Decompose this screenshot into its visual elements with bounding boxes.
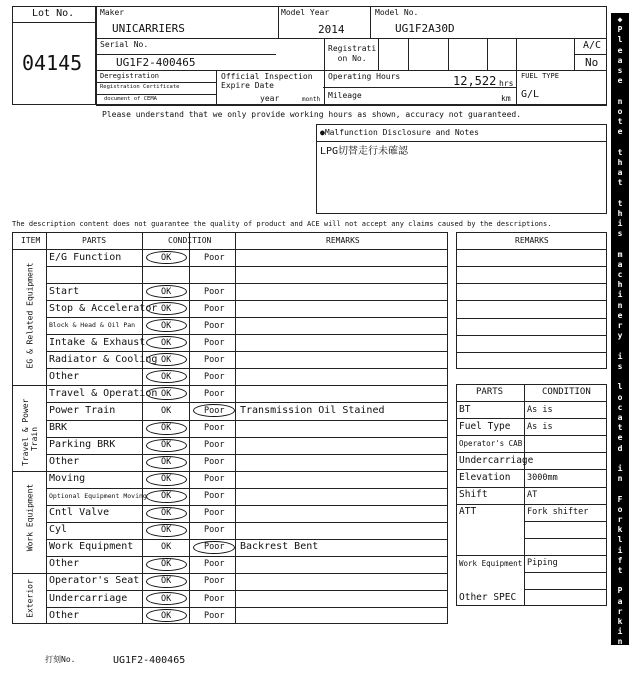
- spec-part: Operator's CAB: [459, 439, 523, 449]
- group-eg: EG & Related Equipment: [25, 262, 35, 369]
- poor-option[interactable]: Poor: [204, 508, 225, 519]
- ok-option[interactable]: OK: [161, 405, 172, 416]
- poor-option[interactable]: Poor: [204, 354, 225, 365]
- ok-option[interactable]: OK: [161, 440, 172, 451]
- group-travel: Travel & Power Train: [21, 398, 39, 466]
- ok-option[interactable]: OK: [161, 388, 172, 399]
- spec-condition: AT: [527, 490, 538, 500]
- header-remarks: REMARKS: [326, 236, 360, 245]
- part-label: BRK: [49, 422, 68, 433]
- ok-option[interactable]: OK: [161, 491, 172, 502]
- ok-option[interactable]: OK: [161, 593, 172, 604]
- selected-mark: [146, 609, 187, 622]
- hours-label: Operating Hours: [328, 72, 401, 81]
- part-label: Optional Equipment Moving: [49, 491, 147, 500]
- ok-option[interactable]: OK: [161, 610, 172, 621]
- maker-label: Maker: [100, 8, 125, 17]
- ok-option[interactable]: OK: [161, 354, 172, 365]
- part-label: Block & Head & Oil Pan: [49, 321, 136, 330]
- selected-mark: [146, 592, 187, 605]
- part-label: E/G Function: [49, 251, 122, 263]
- ok-option[interactable]: OK: [161, 576, 172, 587]
- poor-option[interactable]: Poor: [204, 252, 225, 263]
- header-parts: PARTS: [82, 236, 107, 245]
- ok-option[interactable]: OK: [161, 474, 172, 485]
- sidebar-text: ◆ P l e a s e n o t e t h a t t h i s m a c h i n e r y i s l o c a t e d i n F o r k l i f t P a r k i n g ◆: [617, 15, 623, 667]
- inspection-year: year: [260, 94, 280, 103]
- poor-option[interactable]: Poor: [204, 593, 225, 604]
- group-work: Work Equipment: [25, 483, 35, 552]
- mileage-label: Mileage: [328, 91, 362, 100]
- part-label: Cntl Valve: [49, 507, 110, 519]
- ok-option[interactable]: OK: [161, 303, 172, 314]
- spec-part: Shift: [459, 489, 488, 500]
- spec-part: Other SPEC: [459, 591, 517, 603]
- ok-option[interactable]: OK: [161, 252, 172, 263]
- ac-value: No: [585, 56, 599, 69]
- selected-mark: [146, 490, 187, 503]
- ok-option[interactable]: OK: [161, 286, 172, 297]
- part-label: Intake & Exhaust: [49, 336, 146, 348]
- model-year-value: 2014: [318, 23, 345, 36]
- part-label: Other: [49, 456, 80, 468]
- spec-condition: 3000mm: [527, 472, 558, 483]
- poor-option[interactable]: Poor: [204, 610, 225, 621]
- model-no-label: Model No.: [375, 8, 419, 17]
- part-label: Travel & Operation: [49, 387, 158, 399]
- stamp-value: UG1F2-400465: [113, 655, 186, 666]
- header-condition: CONDITION: [168, 236, 212, 245]
- poor-option[interactable]: Poor: [204, 405, 225, 416]
- part-label: Moving: [49, 473, 86, 485]
- part-label: Other: [49, 370, 80, 382]
- right-remarks-header: REMARKS: [515, 236, 549, 245]
- spec-part: Elevation: [459, 471, 511, 483]
- hours-value: 12,522: [453, 74, 497, 88]
- registration-label: Registrati on No.: [328, 44, 377, 63]
- poor-option[interactable]: Poor: [204, 457, 225, 468]
- ok-option[interactable]: OK: [161, 371, 172, 382]
- malfunction-box: [316, 124, 607, 214]
- poor-option[interactable]: Poor: [204, 542, 225, 553]
- header-item: ITEM: [21, 236, 41, 245]
- poor-option[interactable]: Poor: [204, 320, 225, 331]
- poor-option[interactable]: Poor: [204, 525, 225, 536]
- part-label: Stop & Accelerator: [49, 302, 158, 314]
- poor-option[interactable]: Poor: [204, 423, 225, 433]
- dereg-sub2: document of CEMA: [104, 96, 157, 102]
- selected-mark: [146, 456, 187, 469]
- part-label: Parking BRK: [49, 439, 116, 451]
- lot-number: 04145: [22, 51, 83, 75]
- spec-condition: As is: [527, 404, 553, 415]
- model-no-value: UG1F2A30D: [395, 22, 455, 35]
- maker-value: UNICARRIERS: [112, 22, 185, 35]
- selected-mark: [146, 422, 187, 435]
- selected-mark: [146, 524, 187, 537]
- poor-option[interactable]: Poor: [204, 491, 225, 502]
- part-label: Power Train: [49, 404, 116, 416]
- ok-option[interactable]: OK: [161, 337, 172, 348]
- lot-label: Lot No.: [32, 8, 75, 19]
- selected-mark: [146, 439, 187, 452]
- part-label: Other: [49, 609, 80, 621]
- serial-label: Serial No.: [100, 40, 149, 49]
- ok-option[interactable]: OK: [161, 320, 172, 331]
- part-label: Start: [49, 285, 80, 297]
- ac-label: A/C: [583, 40, 602, 51]
- spec-condition: Fork shifter: [527, 507, 589, 518]
- spec-part: Undercarriage: [459, 454, 534, 466]
- part-label: Undercarriage: [49, 592, 128, 604]
- selected-mark: [146, 507, 187, 520]
- part-label: Cyl: [49, 524, 68, 536]
- malfunction-note: LPG切替走行未確認: [320, 146, 409, 157]
- hours-notice: Please understand that we only provide working hours as shown, accuracy not guaranteed.: [102, 110, 522, 119]
- inspection-label: Official Inspection Expire Date: [221, 72, 313, 90]
- mileage-unit: km: [501, 94, 511, 103]
- fuel-type-label: FUEL TYPE: [521, 72, 559, 80]
- spec-part: BT: [459, 403, 471, 415]
- selected-mark: [146, 251, 187, 264]
- model-year-label: Model Year: [281, 8, 330, 17]
- serial-value: UG1F2-400465: [116, 56, 196, 69]
- spec-part: ATT: [459, 506, 477, 518]
- inspection-month: month: [302, 96, 321, 103]
- selected-mark: [146, 473, 187, 486]
- poor-option[interactable]: Poor: [204, 286, 225, 297]
- poor-option[interactable]: Poor: [204, 559, 225, 570]
- spec-condition: Piping: [527, 558, 558, 569]
- poor-option[interactable]: Poor: [204, 303, 225, 314]
- poor-option[interactable]: Poor: [204, 388, 225, 399]
- poor-option[interactable]: Poor: [204, 576, 225, 587]
- poor-option[interactable]: Poor: [204, 474, 225, 485]
- spec-part: Work Equipment: [459, 558, 523, 568]
- dereg-label: Deregistration: [100, 72, 160, 80]
- ok-option[interactable]: OK: [161, 508, 172, 519]
- selected-mark: [146, 575, 187, 588]
- malfunction-label: ●Malfunction Disclosure and Notes: [320, 128, 479, 137]
- selected-mark: [193, 541, 235, 554]
- poor-option[interactable]: Poor: [204, 337, 225, 348]
- selected-mark: [146, 285, 187, 298]
- ok-option[interactable]: OK: [161, 457, 172, 468]
- part-label: Operator's Seat: [49, 575, 140, 587]
- ok-option[interactable]: OK: [161, 423, 172, 433]
- part-label: Radiator & Cooling: [49, 353, 158, 365]
- group-exterior: Exterior: [25, 579, 35, 618]
- spec-part: Fuel Type: [459, 420, 511, 432]
- remark-text: Transmission Oil Stained: [240, 404, 385, 416]
- spec-header-parts: PARTS: [476, 387, 504, 397]
- selected-mark: [146, 558, 187, 571]
- poor-option[interactable]: Poor: [204, 371, 225, 382]
- fuel-type-value: G/L: [521, 89, 540, 100]
- disclaimer: The description content does not guarantee the quality of product and ACE will not accept any claims caused by the descriptions.: [12, 220, 552, 228]
- spec-header-condition: CONDITION: [542, 387, 591, 397]
- poor-option[interactable]: Poor: [204, 440, 225, 451]
- part-label: Work Equipment: [49, 541, 134, 553]
- location-notice-sidebar: [611, 13, 629, 667]
- stamp-label: 打刻No.: [45, 655, 76, 664]
- ok-option[interactable]: OK: [161, 559, 172, 570]
- ok-option[interactable]: OK: [161, 525, 172, 536]
- dereg-sub1: Registration Certificate: [100, 84, 180, 90]
- remark-text: Backrest Bent: [240, 541, 319, 553]
- ok-option[interactable]: OK: [161, 542, 172, 553]
- hours-unit: hrs: [499, 79, 514, 88]
- part-label: Other: [49, 558, 80, 570]
- spec-condition: As is: [527, 421, 553, 432]
